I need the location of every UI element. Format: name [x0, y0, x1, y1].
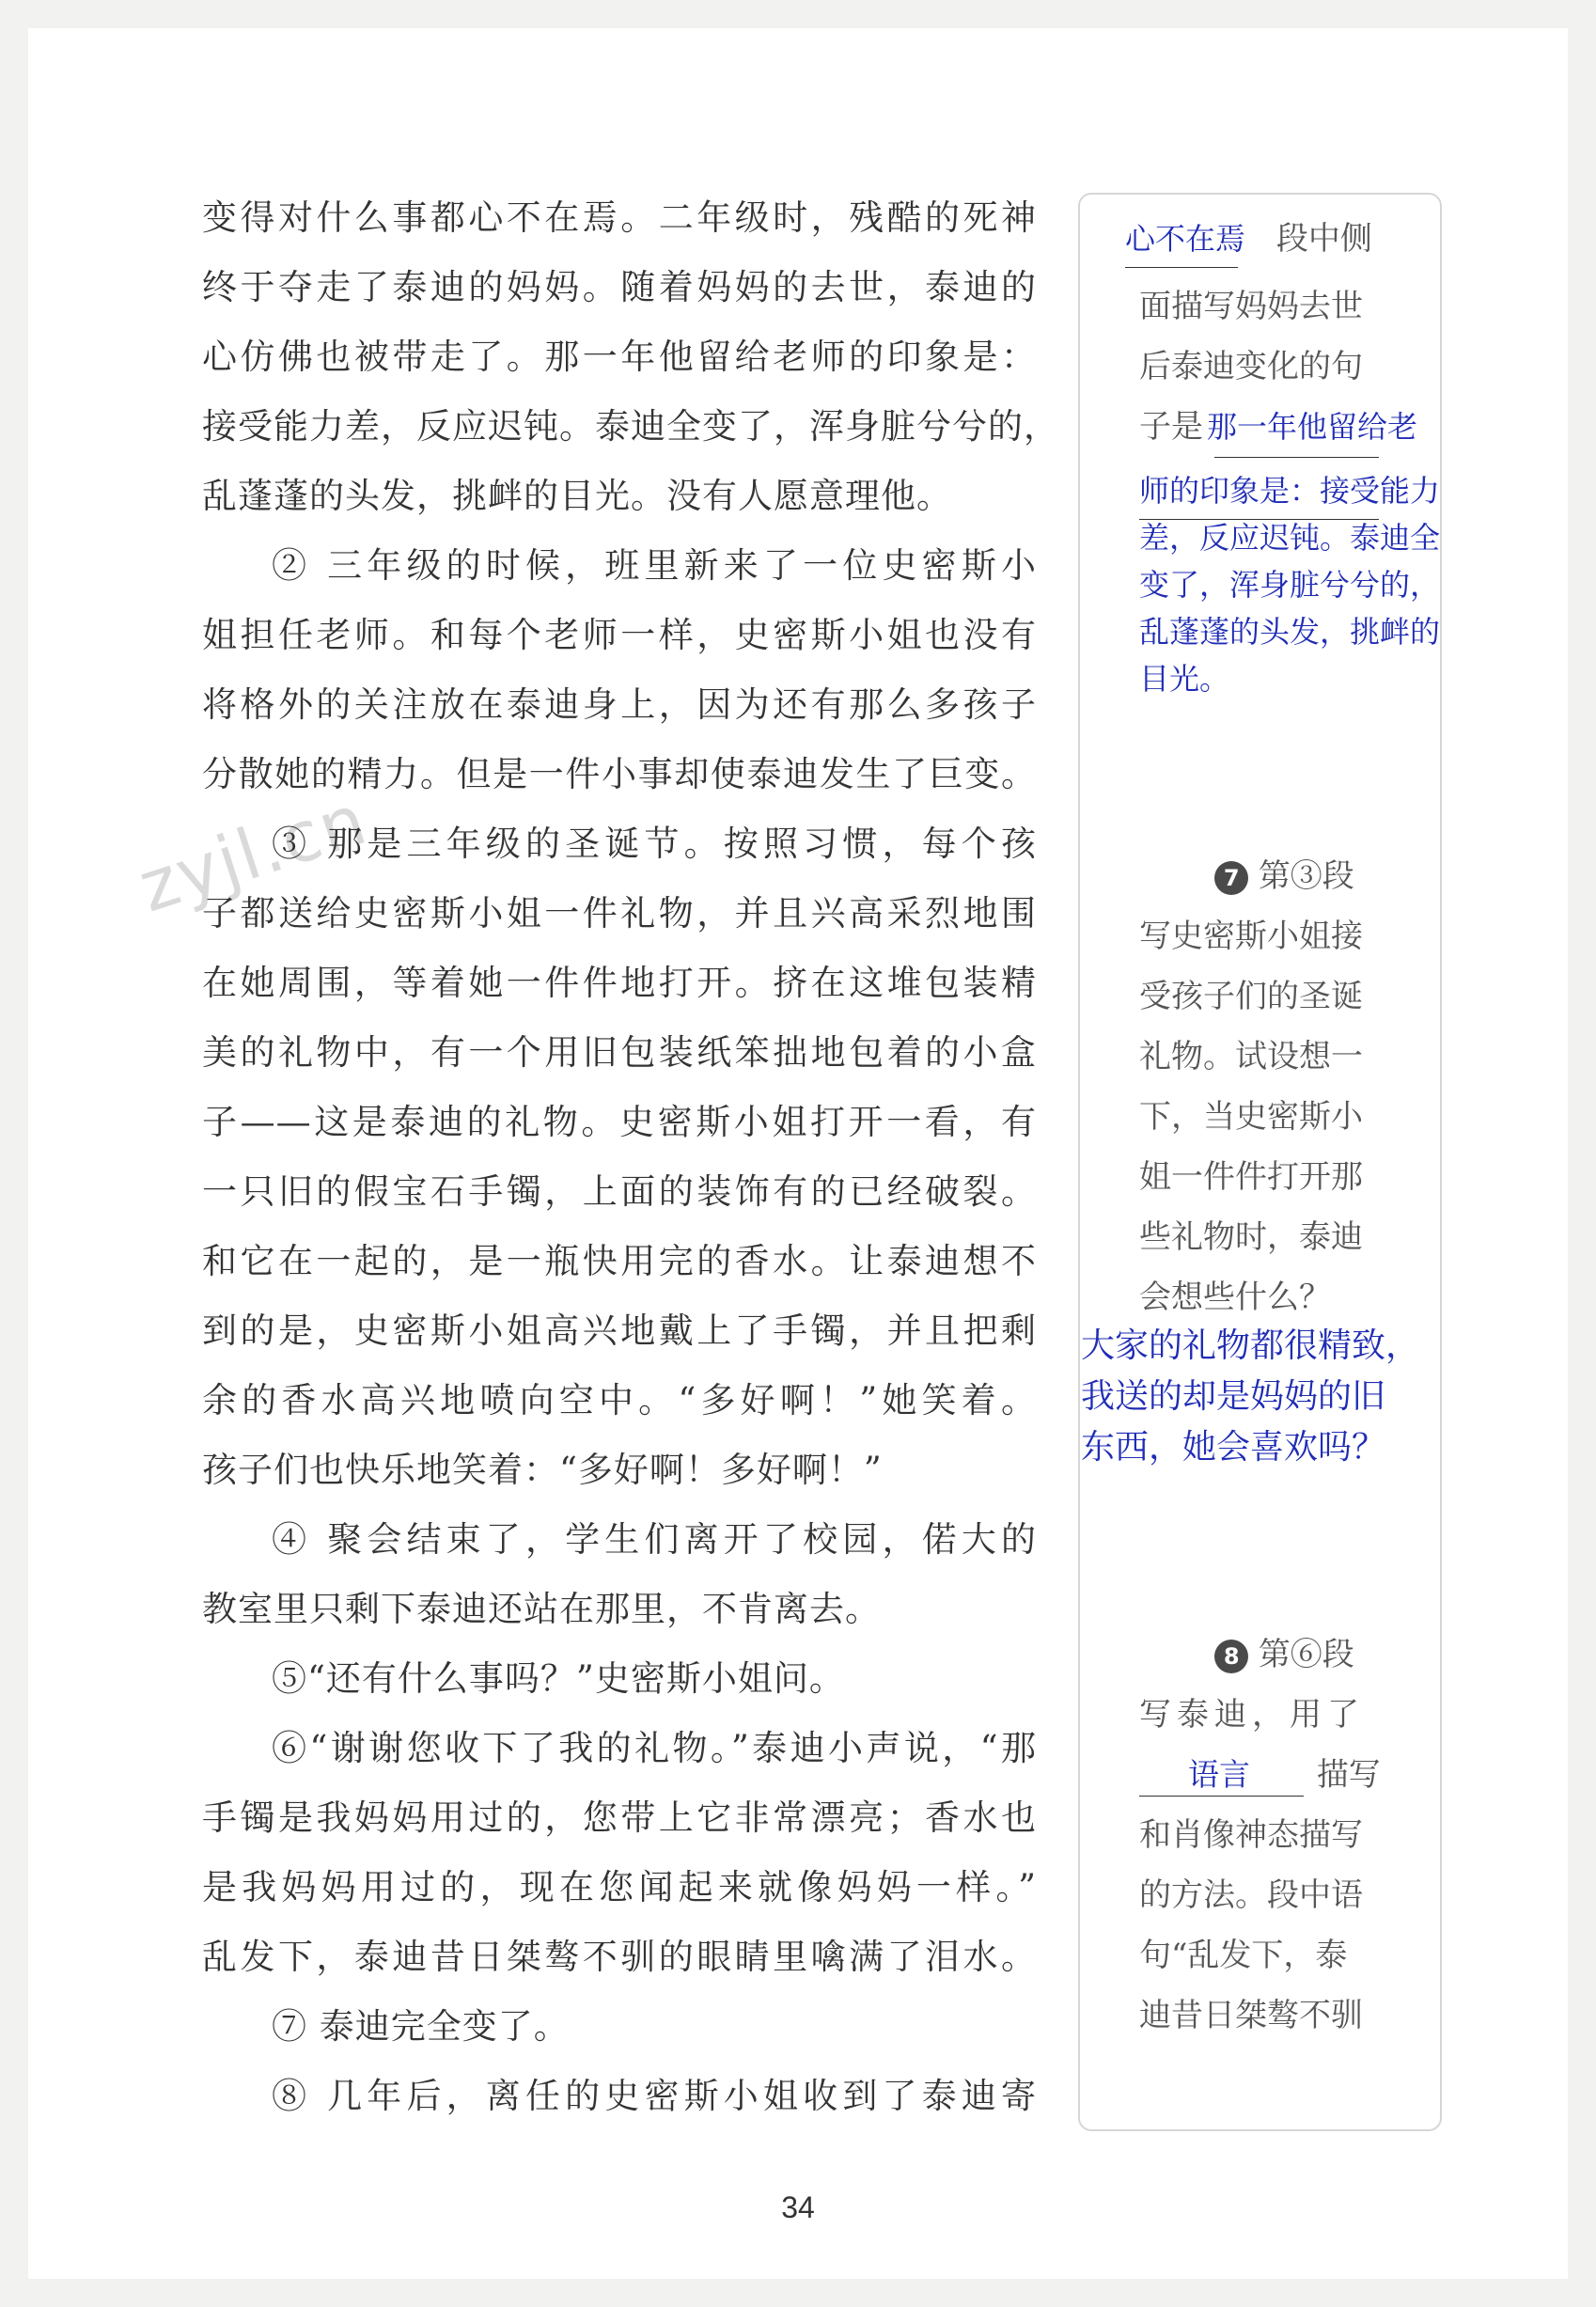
q7-line: 写史密斯小姐接: [1139, 918, 1363, 955]
passage-line: 乱发下，泰迪昔日桀骜不驯的眼睛里噙满了泪水。: [202, 1937, 1037, 1977]
q6-line-4: [1139, 397, 1417, 457]
q6-answer-2-first: 那一年他留给老: [1207, 409, 1418, 445]
passage-line: 终于夺走了泰迪的妈妈。随着妈妈的去世，泰迪的: [202, 267, 1037, 307]
q7-line: 礼物。试设想一: [1139, 1038, 1363, 1075]
passage-line: ④ 聚会结束了，学生们离开了校园，偌大的: [272, 1519, 1037, 1560]
q6-answer-2-line: 变了，浑身脏兮兮的，: [1139, 567, 1441, 603]
q7-number-badge: 7: [1208, 855, 1256, 902]
passage-line: 教室里只剩下泰迪还站在那里，不肯离去。: [202, 1589, 881, 1629]
passage-line: ⑧ 几年后，离任的史密斯小姐收到了泰迪寄: [272, 2076, 1037, 2116]
q6-block: [1125, 209, 1372, 269]
passage-line: 乱蓬蓬的头发，挑衅的目光。没有人愿意理他。: [202, 476, 952, 516]
q7-line: 会想些什么？: [1139, 1279, 1331, 1316]
passage-line: 是我妈妈用过的，现在您闻起来就像妈妈一样。”: [202, 1867, 1037, 1907]
q8-line: 和肖像神态描写: [1139, 1816, 1363, 1854]
q8-head-text: 第⑥段: [1258, 1636, 1354, 1673]
passage-line: 余的香水高兴地喷向空中。“多好啊！”她笑着。: [202, 1380, 1037, 1420]
q6-answer-2-line: 目光。: [1139, 661, 1230, 697]
q6-line-1: [1125, 209, 1372, 269]
q7-answer-line: 我送的却是妈妈的旧: [1081, 1377, 1386, 1416]
passage-line: 接受能力差，反应迟钝。泰迪全变了，浑身脏兮兮的，: [202, 406, 1059, 447]
q7-head: [1139, 846, 1363, 906]
passage-line: 心仿佛也被带走了。那一年他留给老师的印象是：: [202, 337, 1037, 377]
passage-line: ⑤“还有什么事吗？”史密斯小姐问。: [272, 1658, 845, 1699]
q6-text: 子是: [1139, 408, 1203, 446]
q7-answer-line: 大家的礼物都很精致，: [1081, 1326, 1420, 1365]
q7-line: 姐一件件打开那: [1139, 1158, 1363, 1196]
q7-answer-line: 东西，她会喜欢吗？: [1081, 1428, 1386, 1467]
q6-text: 段中侧: [1275, 220, 1372, 258]
passage-line: 将格外的关注放在泰迪身上，因为还有那么多孩子: [202, 684, 1037, 725]
passage-line: ③ 那是三年级的圣诞节。按照习惯，每个孩: [272, 824, 1037, 864]
passage-line: 一只旧的假宝石手镯，上面的装饰有的已经破裂。: [202, 1171, 1037, 1212]
passage-line: 在她周围，等着她一件件地打开。挤在这堆包装精: [202, 963, 1037, 1003]
q7-line: 下，当史密斯小: [1139, 1098, 1363, 1136]
passage-line: 到的是，史密斯小姐高兴地戴上了手镯，并且把剩: [202, 1310, 1037, 1351]
page-number: 34: [781, 2190, 815, 2224]
q6-answer-1-underline: [1125, 267, 1238, 268]
q6-answer-2: [1139, 467, 1440, 702]
q8-answer: 语言: [1188, 1756, 1250, 1793]
q6-answer-1: 心不在焉: [1125, 221, 1246, 257]
q7-head-text: 第③段: [1258, 857, 1354, 895]
passage-line: 子都送给史密斯小姐一件礼物，并且兴高采烈地围: [202, 893, 1037, 934]
q7-answer: [1081, 1321, 1419, 1473]
q6-answer-2-line: 差，反应迟钝。泰迪全: [1139, 520, 1441, 556]
q8-line: 句“乱发下，泰: [1139, 1937, 1348, 1974]
passage-line: 分散她的精力。但是一件小事却使泰迪发生了巨变。: [202, 754, 1037, 794]
q8-number-badge: 8: [1208, 1633, 1256, 1681]
passage-line: 姐担任老师。和每个老师一样，史密斯小姐也没有: [202, 615, 1037, 655]
q6-answer-2-line: 乱蓬蓬的头发，挑衅的: [1139, 614, 1441, 650]
q6-answer-2-underline: [1214, 457, 1379, 458]
q8-line: 迪昔日桀骜不驯: [1139, 1997, 1363, 2034]
passage-line: 和它在一起的，是一瓶快用完的香水。让泰迪想不: [202, 1241, 1037, 1281]
passage-line: 子——这是泰迪的礼物。史密斯小姐打开一看，有: [202, 1102, 1037, 1142]
q7-block: [1139, 846, 1363, 1327]
q6-text: 面描写妈妈去世: [1139, 288, 1363, 325]
passage-line: 变得对什么事都心不在焉。二年级时，残酷的死神: [202, 197, 1037, 238]
q6-text: 后泰迪变化的句: [1139, 348, 1363, 385]
q7-line: 些礼物时，泰迪: [1139, 1218, 1363, 1256]
passage-line: ② 三年级的时候，班里新来了一位史密斯小: [272, 545, 1037, 586]
q8-line: 的方法。段中语: [1139, 1876, 1363, 1914]
passage-line: 手镯是我妈妈用过的，您带上它非常漂亮；香水也: [202, 1797, 1037, 1838]
q6-answer-2-line: 师的印象是：接受能力: [1139, 473, 1441, 509]
watermark: zyjl.cn: [129, 778, 378, 929]
passage-line: ⑥“谢谢您收下了我的礼物。”泰迪小声说，“那: [272, 1728, 1037, 1768]
main-passage: [202, 183, 1059, 2131]
q7-line: 受孩子们的圣诞: [1139, 978, 1363, 1015]
q6-block-body: [1139, 276, 1417, 457]
passage-line: ⑦ 泰迪完全变了。: [272, 2006, 570, 2047]
q8-block: [1139, 1624, 1381, 2046]
q8-after-answer: 描写: [1316, 1756, 1381, 1794]
q8-line: 写泰迪，用了: [1139, 1696, 1365, 1734]
q8-head: [1139, 1624, 1381, 1685]
passage-line: 美的礼物中，有一个用旧包装纸笨拙地包着的小盒: [202, 1032, 1037, 1073]
passage-line: 孩子们也快乐地笑着：“多好啊！多好啊！”: [202, 1450, 883, 1490]
q8-answer-underline: [1139, 1796, 1304, 1797]
